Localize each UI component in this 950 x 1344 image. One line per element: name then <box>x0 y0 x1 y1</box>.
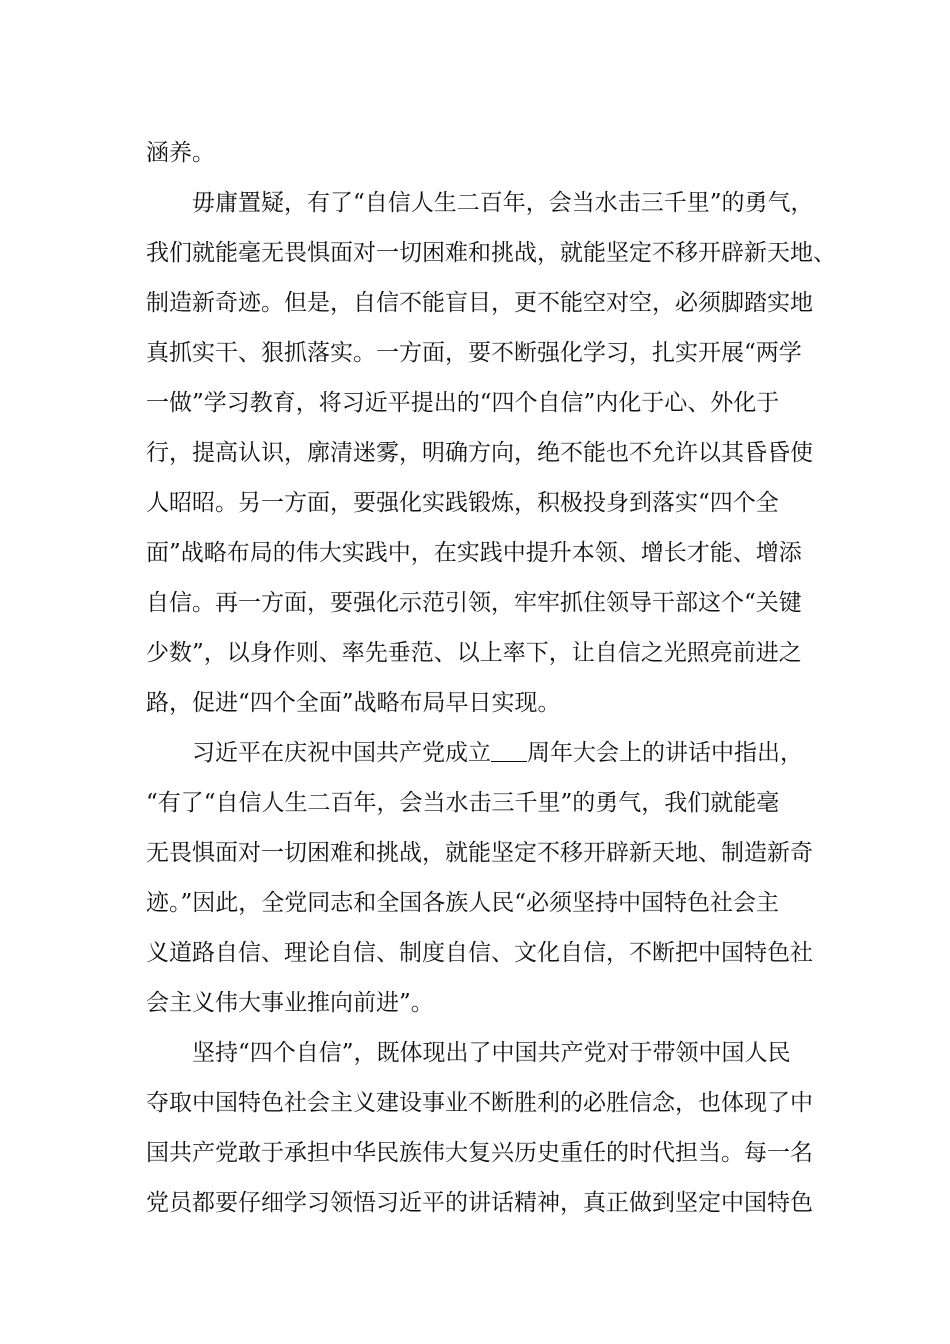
paragraph-line: 面”战略布局的伟大实践中，在实践中提升本领、增长才能、增添 <box>146 540 802 566</box>
paragraph-line: 无畏惧面对一切困难和挑战，就能坚定不移开辟新天地、制造新奇 <box>146 840 813 866</box>
paragraph-line: 坚持“四个自信”，既体现出了中国共产党对于带领中国人民 <box>146 1040 791 1066</box>
paragraph-line: “有了“自信人生二百年，会当水击三千里”的勇气，我们就能毫 <box>146 790 780 816</box>
paragraph-line: 一做”学习教育，将习近平提出的“四个自信”内化于心、外化于 <box>146 390 780 416</box>
paragraph-3 <box>146 728 826 1028</box>
paragraph-line: 夺取中国特色社会主义建设事业不断胜利的必胜信念，也体现了中 <box>146 1090 813 1116</box>
paragraph-line: 路，促进“四个全面”战略布局早日实现。 <box>146 690 561 716</box>
paragraph-line: 国共产党敢于承担中华民族伟大复兴历史重任的时代担当。每一名 <box>146 1140 813 1166</box>
paragraph-line: 会主义伟大事业推向前进”。 <box>146 990 434 1016</box>
paragraph-1 <box>146 128 826 178</box>
paragraph-text: 周年大会上的讲话中指出， <box>527 740 803 766</box>
paragraph-line: 自信。再一方面，要强化示范引领，牢牢抓住领导干部这个“关键 <box>146 590 802 616</box>
paragraph-text: 习近平在庆祝中国共产党成立 <box>146 740 491 766</box>
paragraph-2 <box>146 178 836 728</box>
paragraph-line: 党员都要仔细学习领悟习近平的讲话精神，真正做到坚定中国特色 <box>146 1190 813 1216</box>
paragraph-line: 制造新奇迹。但是，自信不能盲目，更不能空对空，必须脚踏实地 <box>146 290 813 316</box>
paragraph-line: 真抓实干、狠抓落实。一方面，要不断强化学习，扎实开展“两学 <box>146 340 802 366</box>
paragraph-line: 涵养。 <box>146 140 215 166</box>
paragraph-line: 义道路自信、理论自信、制度自信、文化自信，不断把中国特色社 <box>146 940 813 966</box>
fill-in-blank <box>491 739 527 762</box>
document-body <box>146 128 836 1228</box>
paragraph-line: 我们就能毫无畏惧面对一切困难和挑战，就能坚定不移开辟新天地、 <box>146 240 836 266</box>
paragraph-line: 毋庸置疑，有了“自信人生二百年，会当水击三千里”的勇气， <box>146 190 814 216</box>
paragraph-line: 迹。”因此，全党同志和全国各族人民“必须坚持中国特色社会主 <box>146 890 780 916</box>
paragraph-4 <box>146 1028 826 1228</box>
paragraph-line <box>146 728 826 778</box>
paragraph-line: 行，提高认识，廓清迷雾，明确方向，绝不能也不允许以其昏昏使 <box>146 440 813 466</box>
paragraph-line: 少数”，以身作则、率先垂范、以上率下，让自信之光照亮前进之 <box>146 640 802 666</box>
paragraph-line: 人昭昭。另一方面，要强化实践锻炼，积极投身到落实“四个全 <box>146 490 779 516</box>
